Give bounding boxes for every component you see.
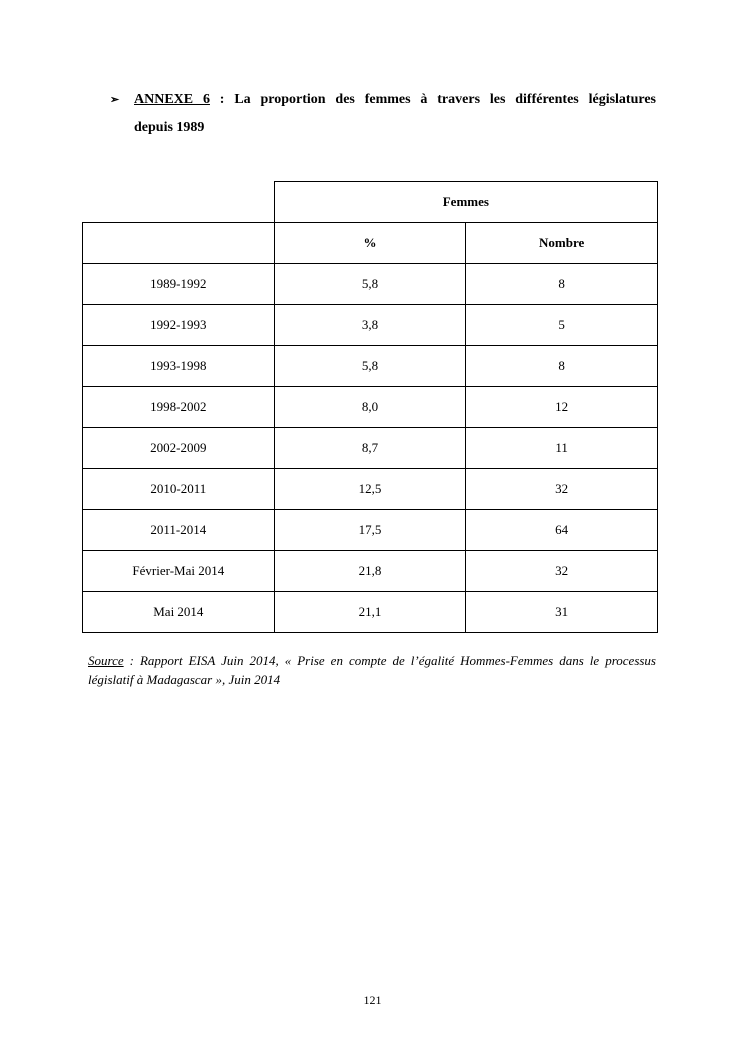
percent-cell: 17,5 — [274, 510, 466, 551]
percent-cell: 8,0 — [274, 387, 466, 428]
table-column-header-row — [83, 223, 658, 264]
empty-corner-cell — [83, 182, 275, 223]
table-row — [83, 592, 658, 633]
table-row — [83, 387, 658, 428]
group-header-femmes: Femmes — [274, 182, 657, 223]
percent-cell: 21,8 — [274, 551, 466, 592]
nombre-cell: 8 — [466, 346, 658, 387]
women-legislature-table — [82, 181, 658, 633]
source-note — [88, 651, 656, 689]
nombre-cell: 8 — [466, 264, 658, 305]
percent-cell: 21,1 — [274, 592, 466, 633]
nombre-cell: 11 — [466, 428, 658, 469]
nombre-cell: 32 — [466, 469, 658, 510]
percent-cell: 5,8 — [274, 346, 466, 387]
nombre-cell: 5 — [466, 305, 658, 346]
period-cell: 1998-2002 — [83, 387, 275, 428]
annex-title: : La proportion des femmes à travers les différentes législatures — [209, 92, 656, 107]
source-label: Source — [88, 653, 124, 668]
table-group-header-row — [83, 182, 658, 223]
percent-cell: 12,5 — [274, 469, 466, 510]
column-header-percent: % — [274, 223, 466, 264]
period-cell: Mai 2014 — [83, 592, 275, 633]
table-row — [83, 510, 658, 551]
nombre-cell: 12 — [466, 387, 658, 428]
empty-period-header-cell — [83, 223, 275, 264]
table-row — [83, 346, 658, 387]
annex-heading-line2: depuis 1989 — [134, 120, 205, 135]
table-row — [83, 551, 658, 592]
period-cell: Février-Mai 2014 — [83, 551, 275, 592]
table-row — [83, 469, 658, 510]
page-number: 121 — [363, 993, 382, 1007]
period-cell: 2011-2014 — [83, 510, 275, 551]
period-cell: 1992-1993 — [83, 305, 275, 346]
annex-heading-text — [134, 86, 656, 114]
percent-cell: 3,8 — [274, 305, 466, 346]
period-cell: 2010-2011 — [83, 469, 275, 510]
nombre-cell: 32 — [466, 551, 658, 592]
percent-cell: 5,8 — [274, 264, 466, 305]
source-text: : Rapport EISA Juin 2014, « Prise en compte de l’égalité Hommes-Femmes dans le processus législatif à Madagascar », Juin 2014 — [88, 653, 656, 687]
nombre-cell: 64 — [466, 510, 658, 551]
nombre-cell: 31 — [466, 592, 658, 633]
table-row — [83, 305, 658, 346]
arrow-bullet-icon: ➢ — [110, 94, 120, 106]
table-row — [83, 428, 658, 469]
annex-heading-line1 — [110, 86, 656, 114]
period-cell: 1989-1992 — [83, 264, 275, 305]
table-row — [83, 264, 658, 305]
period-cell: 1993-1998 — [83, 346, 275, 387]
annex-heading — [110, 86, 656, 142]
column-header-nombre: Nombre — [466, 223, 658, 264]
period-cell: 2002-2009 — [83, 428, 275, 469]
annex-label: ANNEXE 6 — [134, 92, 210, 107]
percent-cell: 8,7 — [274, 428, 466, 469]
